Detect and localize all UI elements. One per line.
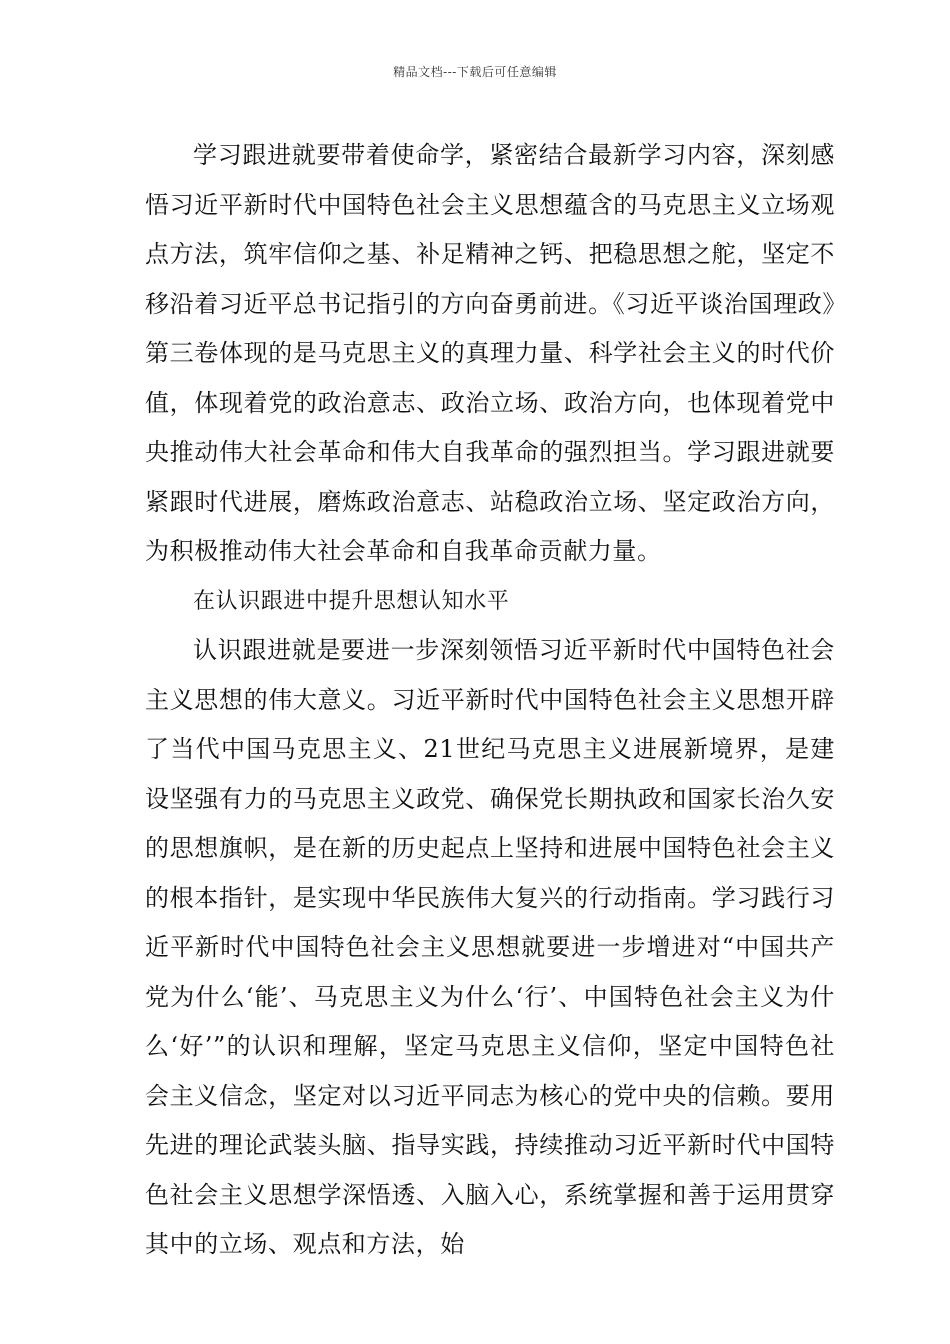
page-header: 精品文档---下载后可任意编辑 <box>393 65 557 79</box>
paragraph-study-follow-up: 学习跟进就要带着使命学，紧密结合最新学习内容，深刻感悟习近平新时代中国特色社会主义思想蕴含的马克思主义立场观点方法，筑牢信仰之基、补足精神之钙、把稳思想之舵，坚定不移沿着习近平总书记指引的方向奋勇前进。《习近平谈治国理政》第三卷体现的是马克思主义的真理力量、科学社会主义的时代价值，体现着党的政治意志、政治立场、政治方向，也体现着党中央推动伟大社会革命和伟大自我革命的强烈担当。学习跟进就要紧跟时代进展，磨炼政治意志、站稳政治立场、坚定政治方向，为积极推动伟大社会革命和自我革命贡献力量。 <box>145 141 835 565</box>
section-heading-cognition: 在认识跟进中提升思想认知水平 <box>193 588 510 614</box>
paragraph-cognition-follow-up: 认识跟进就是要进一步深刻领悟习近平新时代中国特色社会主义思想的伟大意义。习近平新时代中国特色社会主义思想开辟了当代中国马克思主义、21世纪马克思主义进展新境界，是建设坚强有力的马克思主义政党、确保党长期执政和国家长治久安的思想旗帜，是在新的历史起点上坚持和进展中国特色社会主义的根本指针，是实现中华民族伟大复兴的行动指南。学习践行习近平新时代中国特色社会主义思想就要进一步增进对“中国共产党为什么‘能’、马克思主义为什么‘行’、中国特色社会主义为什么‘好’”的认识和理解，坚定马克思主义信仰，坚定中国特色社会主义信念，坚定对以习近平同志为核心的党中央的信赖。要用先进的理论武装头脑、指导实践，持续推动习近平新时代中国特色社会主义思想学深悟透、入脑入心，系统掌握和善于运用贯穿其中的立场、观点和方法，始 <box>145 636 835 1258</box>
document-body <box>145 131 835 1270</box>
